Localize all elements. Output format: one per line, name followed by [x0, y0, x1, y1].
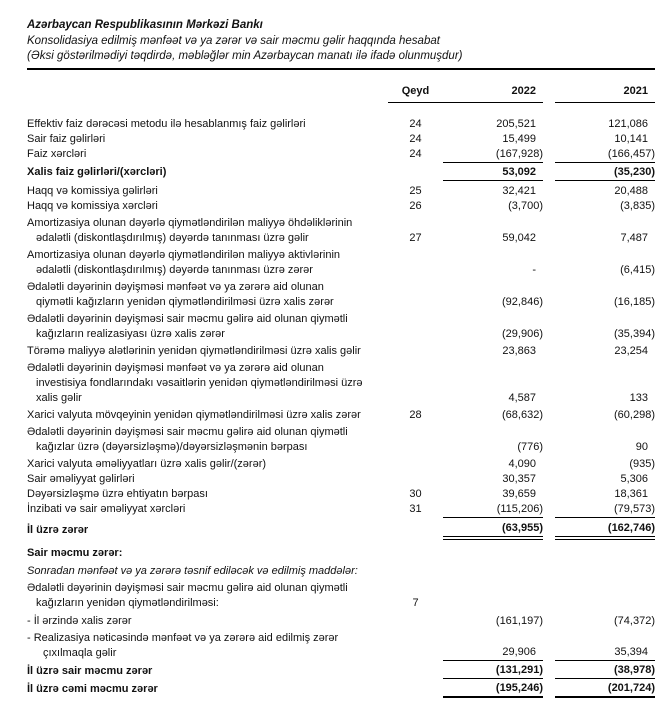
row-label: Sonradan mənfəət və ya zərərə təsnif ediləcək və edilmiş maddələr:	[27, 564, 358, 577]
table-header-row	[27, 84, 655, 103]
value-2021: 5,306	[620, 472, 648, 485]
note-ref	[388, 342, 443, 359]
column-gap	[543, 162, 555, 180]
value-2021	[555, 538, 655, 561]
column-gap	[543, 455, 555, 472]
note-ref: 30	[409, 487, 422, 500]
value-2022: 4,587	[508, 391, 536, 404]
row-label: Haqq və komissiya xərcləri	[27, 199, 158, 212]
table-row	[27, 517, 655, 538]
row-label: Xarici valyuta əməliyyatları üzrə xalis gəlir/(zərər)	[27, 457, 267, 470]
value-2021: (60,298)	[614, 408, 655, 421]
value-2022: 32,421	[502, 184, 536, 197]
value-2022: -	[532, 263, 536, 276]
row-label: İl üzrə zərər	[27, 523, 89, 536]
note-ref	[388, 246, 443, 278]
column-gap	[543, 342, 555, 359]
note-ref: 24	[409, 148, 422, 160]
value-2022: (92,846)	[502, 295, 543, 308]
row-label: Törəmə maliyyə alətlərinin yenidən qiymətləndirilməsi üzrə xalis gəlir	[27, 344, 361, 357]
value-2021: (35,230)	[555, 162, 655, 180]
value-2022: (115,206)	[443, 502, 543, 518]
row-label: Ədalətli dəyərinin dəyişməsi mənfəət və ya zərərə aid olunan qiymətli kağızların yenidən qiymətləndirilməsi üzrə xalis zərər	[27, 280, 334, 308]
table-row	[27, 455, 655, 472]
table-row	[27, 246, 655, 278]
row-label: Sair faiz gəlirləri	[27, 132, 106, 145]
column-gap	[543, 472, 555, 487]
row-label: İl üzrə sair məcmu zərər	[27, 664, 153, 677]
note-ref: 26	[409, 199, 422, 212]
table-row	[27, 487, 655, 502]
table-row	[27, 102, 655, 132]
column-gap	[543, 406, 555, 423]
row-label: İnzibati və sair əməliyyat xərcləri	[27, 503, 186, 515]
document-header	[27, 18, 655, 65]
value-2021: (935)	[629, 457, 655, 470]
note-ref: 24	[409, 132, 422, 145]
value-2022: 53,092	[443, 162, 543, 180]
value-2022: (63,955)	[443, 517, 543, 538]
value-2022: 39,659	[502, 487, 536, 500]
value-2022: (161,197)	[495, 614, 543, 627]
value-2022: (131,291)	[443, 661, 543, 679]
column-gap	[543, 502, 555, 518]
note-ref	[388, 310, 443, 342]
note-ref	[388, 629, 443, 661]
note-ref: 31	[409, 503, 422, 515]
row-label: Faiz xərcləri	[27, 148, 87, 160]
row-label: İl üzrə cəmi məcmu zərər	[27, 683, 158, 695]
column-gap	[543, 359, 555, 406]
value-2022	[443, 561, 543, 579]
column-gap	[543, 679, 555, 698]
value-2022: 59,042	[502, 231, 536, 244]
value-2022: (195,246)	[443, 679, 543, 698]
value-2021: (162,746)	[555, 517, 655, 538]
table-row	[27, 132, 655, 147]
column-gap	[543, 538, 555, 561]
column-gap	[543, 147, 555, 163]
table-row	[27, 502, 655, 518]
row-label: Sair məcmu zərər:	[27, 546, 123, 559]
table-row	[27, 180, 655, 199]
value-2021: 10,141	[614, 132, 648, 145]
table-row	[27, 538, 655, 561]
value-2021: 35,394	[555, 629, 655, 661]
column-gap	[543, 310, 555, 342]
value-2022: 30,357	[502, 472, 536, 485]
column-gap	[543, 278, 555, 310]
value-2021	[555, 579, 655, 611]
column-header-2021: 2021	[555, 84, 655, 103]
value-2021: 23,254	[614, 344, 648, 357]
table-row	[27, 147, 655, 163]
column-gap	[543, 579, 555, 611]
report-title: Konsolidasiya edilmiş mənfəət və ya zərər və sair məcmu gəlir haqqında hesabat	[27, 34, 440, 47]
table-row	[27, 661, 655, 679]
table-row	[27, 310, 655, 342]
table-row	[27, 406, 655, 423]
row-label: Dəyərsizləşmə üzrə ehtiyatın bərpası	[27, 487, 208, 500]
income-statement-table	[27, 84, 655, 699]
row-label: Amortizasiya olunan dəyərlə qiymətləndirilən maliyyə aktivlərinin ədalətli (diskontlaşdırılmış) dəyərdə tanınması üzrə zərər	[27, 248, 341, 276]
column-gap	[543, 611, 555, 629]
value-2021: (166,457)	[555, 147, 655, 163]
table-row	[27, 162, 655, 180]
column-gap	[543, 199, 555, 214]
column-gap	[543, 246, 555, 278]
note-ref: 28	[409, 408, 422, 421]
note-ref	[388, 561, 443, 579]
note-ref: 7	[412, 596, 419, 609]
report-table-body	[27, 102, 655, 697]
note-ref	[388, 538, 443, 561]
value-2022: (29,906)	[502, 327, 543, 340]
value-2021: (38,978)	[555, 661, 655, 679]
table-row	[27, 561, 655, 579]
table-row	[27, 359, 655, 406]
value-2021: 7,487	[620, 231, 648, 244]
value-2022: 29,906	[443, 629, 543, 661]
table-row	[27, 214, 655, 246]
value-2022: (776)	[517, 440, 543, 453]
value-2021: (79,573)	[555, 502, 655, 518]
table-row	[27, 679, 655, 698]
note-ref: 24	[409, 117, 422, 130]
column-gap	[543, 661, 555, 679]
value-2021: (74,372)	[614, 614, 655, 627]
row-label: Effektiv faiz dərəcəsi metodu ilə hesablanmış faiz gəlirləri	[27, 117, 306, 130]
column-gap	[543, 180, 555, 199]
row-label: Amortizasiya olunan dəyərlə qiymətləndirilən maliyyə öhdəliklərinin ədalətli (diskontlaşdırılmış) dəyərdə tanınması üzrə gəlir	[27, 216, 353, 244]
value-2022: 4,090	[508, 457, 536, 470]
value-2022	[443, 538, 543, 561]
table-row	[27, 199, 655, 214]
note-ref	[388, 359, 443, 406]
bank-name-title: Azərbaycan Respublikasının Mərkəzi Bankı	[27, 19, 263, 31]
table-row	[27, 472, 655, 487]
value-2021: (16,185)	[614, 295, 655, 308]
value-2022: 205,521	[496, 117, 536, 130]
header-rule	[27, 68, 655, 70]
table-row	[27, 629, 655, 661]
value-2022	[443, 579, 543, 611]
column-header-qeyd: Qeyd	[388, 84, 443, 103]
row-label: Ədalətli dəyərinin dəyişməsi sair məcmu gəlirə aid olunan qiymətli kağızların yenidən qiymətləndirilməsi:	[27, 581, 348, 609]
column-header-2022: 2022	[443, 84, 543, 103]
column-gap	[543, 84, 555, 103]
units-note: (Əksi göstərilmədiyi təqdirdə, məbləğlər min Azərbaycan manatı ilə ifadə olunmuşdur)	[27, 50, 463, 62]
table-row	[27, 342, 655, 359]
value-2022: (167,928)	[443, 147, 543, 163]
column-gap	[543, 561, 555, 579]
value-2022: 23,863	[502, 344, 536, 357]
value-2021: (3,835)	[620, 199, 655, 212]
note-ref: 27	[409, 231, 422, 244]
row-label: Ədalətli dəyərinin dəyişməsi sair məcmu gəlirə aid olunan qiymətli kağızların realizasiyası üzrə xalis zərər	[27, 312, 348, 340]
column-gap	[543, 629, 555, 661]
note-ref	[388, 455, 443, 472]
row-label: Haqq və komissiya gəlirləri	[27, 184, 158, 197]
note-ref: 25	[409, 184, 422, 197]
table-row	[27, 278, 655, 310]
note-ref	[388, 162, 443, 180]
value-2022: 15,499	[502, 132, 536, 145]
column-gap	[543, 132, 555, 147]
note-ref	[388, 423, 443, 455]
note-ref	[388, 679, 443, 698]
value-2021: 133	[629, 391, 648, 404]
row-label: Ədalətli dəyərinin dəyişməsi sair məcmu gəlirə aid olunan qiymətli kağızlar üzrə (dəyərsizləşmə)/dəyərsizləşmənin bərpası	[27, 425, 348, 453]
row-label: - İl ərzində xalis zərər	[27, 614, 132, 627]
table-row	[27, 423, 655, 455]
row-label: - Realizasiya nəticəsində mənfəət və ya zərərə aid edilmiş zərər çıxılmaqla gəlir	[27, 631, 339, 659]
value-2021: (201,724)	[555, 679, 655, 698]
row-label: Sair əməliyyat gəlirləri	[27, 472, 135, 485]
column-gap	[543, 517, 555, 538]
value-2021: 18,361	[614, 487, 648, 500]
table-row	[27, 579, 655, 611]
header-label-spacer	[27, 84, 388, 103]
value-2022: (3,700)	[508, 199, 543, 212]
row-label: Xarici valyuta mövqeyinin yenidən qiymətləndirilməsi üzrə xalis zərər	[27, 408, 361, 421]
value-2021: 121,086	[608, 117, 648, 130]
row-label: Xalis faiz gəlirləri/(xərcləri)	[27, 166, 167, 178]
note-ref	[388, 611, 443, 629]
note-ref	[388, 661, 443, 679]
row-label: Ədalətli dəyərinin dəyişməsi mənfəət və ya zərərə aid olunan investisiya fondlarındakı vəsaitlərin yenidən qiymətləndirilməsi üzrə xalis gəlir	[27, 361, 363, 404]
value-2022: (68,632)	[502, 408, 543, 421]
column-gap	[543, 214, 555, 246]
column-gap	[543, 423, 555, 455]
value-2021: (35,394)	[614, 327, 655, 340]
table-row	[27, 611, 655, 629]
note-ref	[388, 517, 443, 538]
note-ref	[388, 472, 443, 487]
column-gap	[543, 102, 555, 132]
value-2021: 90	[635, 440, 648, 453]
value-2021: 20,488	[614, 184, 648, 197]
value-2021: (6,415)	[620, 263, 655, 276]
value-2021	[555, 561, 655, 579]
note-ref	[388, 278, 443, 310]
column-gap	[543, 487, 555, 502]
